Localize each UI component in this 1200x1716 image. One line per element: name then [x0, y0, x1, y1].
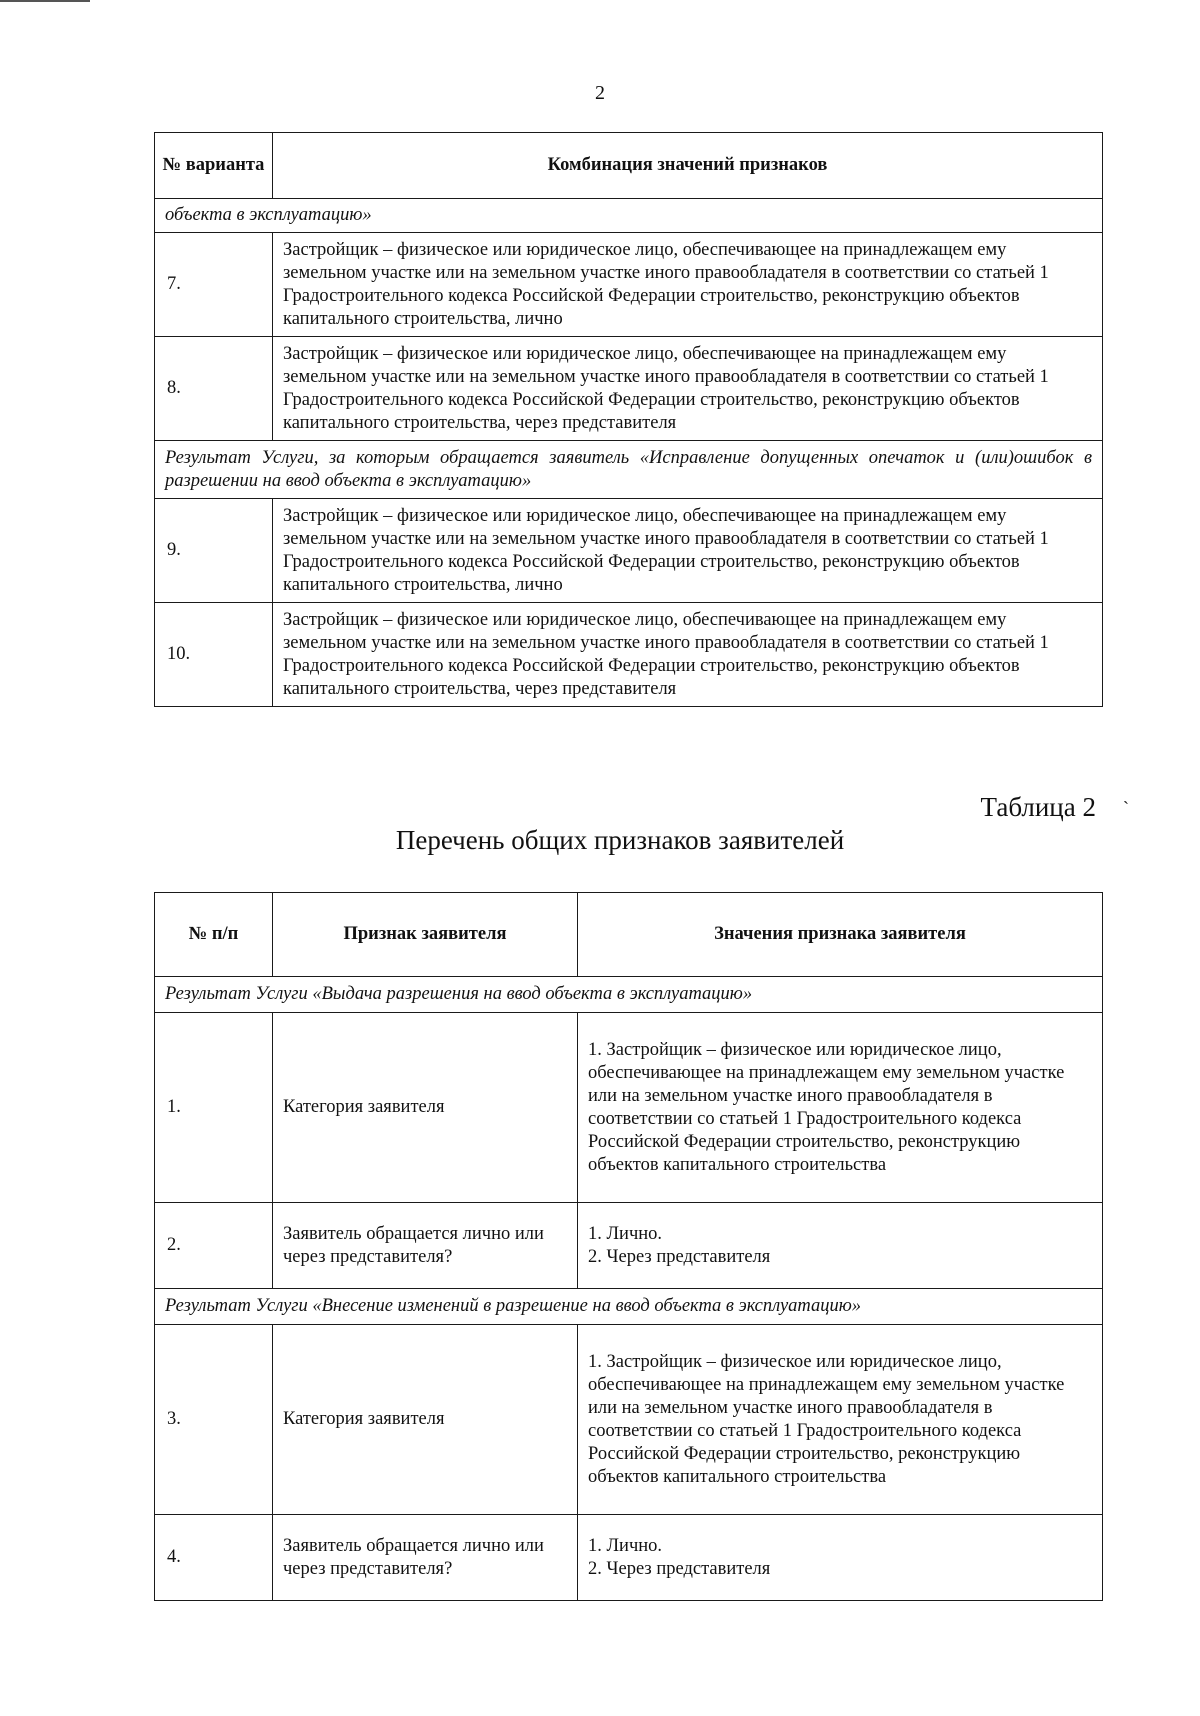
header-combination: Комбинация значений признаков — [273, 133, 1103, 199]
variant-number: 9. — [155, 499, 273, 603]
attribute-values — [578, 1013, 1103, 1203]
table-header-row — [155, 133, 1103, 199]
applicant-attributes-table — [154, 892, 1103, 1601]
header-number: № п/п — [155, 893, 273, 977]
attribute-values — [578, 1325, 1103, 1515]
attribute-values — [578, 1515, 1103, 1601]
variant-number: 10. — [155, 603, 273, 707]
table-row — [155, 233, 1103, 337]
header-variant-number: № варианта — [155, 133, 273, 199]
section-text: Результат Услуги «Выдача разрешения на ввод объекта в эксплуатацию» — [155, 977, 1103, 1013]
attribute-name: Категория заявителя — [273, 1013, 578, 1203]
table-row — [155, 1203, 1103, 1289]
row-number: 2. — [155, 1203, 273, 1289]
table-2-title: Перечень общих признаков заявителей — [395, 825, 845, 855]
attribute-value-line: 1. Застройщик – физическое или юридическое лицо, обеспечивающее на принадлежащем ему земельном участке или на земельном участке иного правообладателя в соответствии со статьей 1 Градостроительного кодекса Российской Федерации строительство, реконструкцию объектов капитального строительства — [588, 1351, 1065, 1487]
table-section-row — [155, 441, 1103, 499]
variants-table — [154, 132, 1103, 707]
table-header-row — [155, 893, 1103, 977]
attribute-value-line: 1. Лично. — [588, 1535, 663, 1556]
table-section-row — [155, 199, 1103, 233]
attribute-value-line: 1. Лично. — [588, 1223, 663, 1244]
attribute-value-line: 2. Через представителя — [588, 1246, 771, 1267]
section-text: Результат Услуги, за которым обращается заявитель «Исправление допущенных опечаток и (или)ошибок в разрешении на ввод объекта в эксплуатацию» — [155, 441, 1103, 499]
variant-combination: Застройщик – физическое или юридическое лицо, обеспечивающее на принадлежащем ему земельном участке или на земельном участке иного правообладателя в соответствии со статьей 1 Градостроительного кодекса Российской Федерации строительство, реконструкцию объектов капитального строительства, через представителя — [273, 603, 1103, 707]
variant-combination: Застройщик – физическое или юридическое лицо, обеспечивающее на принадлежащем ему земельном участке или на земельном участке иного правообладателя в соответствии со статьей 1 Градостроительного кодекса Российской Федерации строительство, реконструкцию объектов капитального строительства, лично — [273, 499, 1103, 603]
row-number: 1. — [155, 1013, 273, 1203]
header-attribute-values: Значения признака заявителя — [578, 893, 1103, 977]
attribute-name: Заявитель обращается лично или через представителя? — [273, 1515, 578, 1601]
table-row — [155, 603, 1103, 707]
attribute-name: Заявитель обращается лично или через представителя? — [273, 1203, 578, 1289]
table-row — [155, 1013, 1103, 1203]
variant-combination: Застройщик – физическое или юридическое лицо, обеспечивающее на принадлежащем ему земельном участке или на земельном участке иного правообладателя в соответствии со статьей 1 Градостроительного кодекса Российской Федерации строительство, реконструкцию объектов капитального строительства, через представителя — [273, 337, 1103, 441]
row-number: 4. — [155, 1515, 273, 1601]
variant-number: 8. — [155, 337, 273, 441]
page-number: 2 — [595, 82, 605, 104]
header-attribute: Признак заявителя — [273, 893, 578, 977]
table-row — [155, 1515, 1103, 1601]
table-section-row — [155, 977, 1103, 1013]
attribute-value-line: 1. Застройщик – физическое или юридическое лицо, обеспечивающее на принадлежащем ему земельном участке или на земельном участке иного правообладателя в соответствии со статьей 1 Градостроительного кодекса Российской Федерации строительство, реконструкцию объектов капитального строительства — [588, 1039, 1065, 1175]
attribute-values — [578, 1203, 1103, 1289]
attribute-value-line: 2. Через представителя — [588, 1558, 771, 1579]
variant-combination: Застройщик – физическое или юридическое лицо, обеспечивающее на принадлежащем ему земельном участке или на земельном участке иного правообладателя в соответствии со статьей 1 Градостроительного кодекса Российской Федерации строительство, реконструкцию объектов капитального строительства, лично — [273, 233, 1103, 337]
attribute-name: Категория заявителя — [273, 1325, 578, 1515]
scan-mark: ˋ — [1123, 798, 1129, 818]
variant-number: 7. — [155, 233, 273, 337]
section-text: объекта в эксплуатацию» — [155, 199, 1103, 233]
table-row — [155, 1325, 1103, 1515]
row-number: 3. — [155, 1325, 273, 1515]
table-row — [155, 337, 1103, 441]
table-section-row — [155, 1289, 1103, 1325]
table-row — [155, 499, 1103, 603]
section-text: Результат Услуги «Внесение изменений в разрешение на ввод объекта в эксплуатацию» — [155, 1289, 1103, 1325]
table-2-label: Таблица 2 — [980, 792, 1096, 822]
scan-edge-mark — [0, 0, 90, 2]
